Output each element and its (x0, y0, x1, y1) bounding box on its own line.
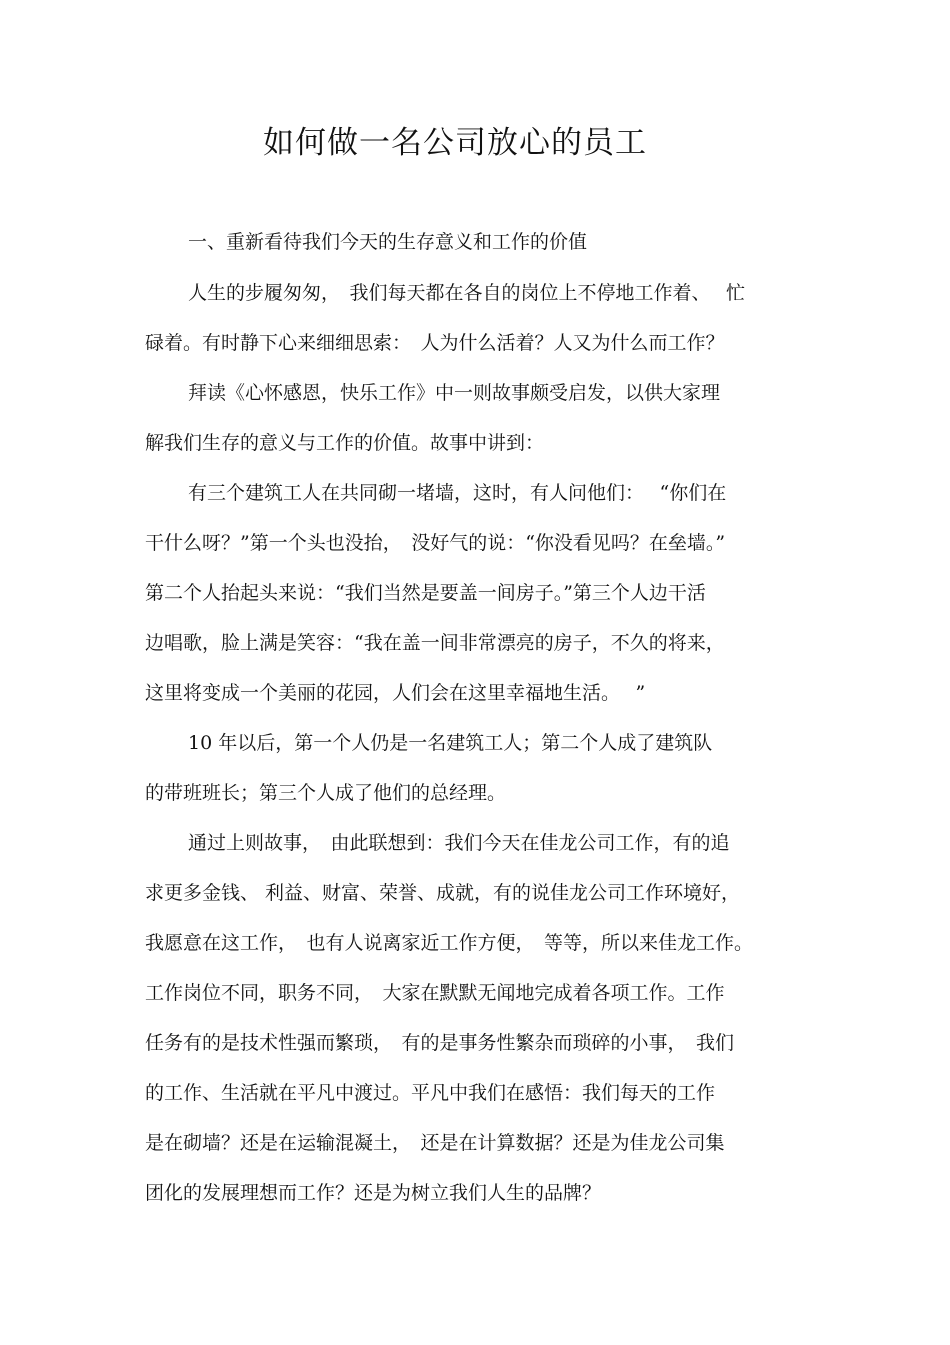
paragraph-line: 的带班班长；第三个人成了他们的总经理。 (145, 782, 507, 804)
paragraph-line: 通过上则故事， 由此联想到：我们今天在佳龙公司工作，有的追 (188, 832, 730, 854)
paragraph-line: 干什么呀？”第一个头也没抬， 没好气的说：“你没看见吗？在垒墙。” (145, 532, 726, 554)
paragraph-line: 碌着。有时静下心来细细思索： 人为什么活着？人又为什么而工作？ (145, 332, 725, 354)
paragraph-line: 团化的发展理想而工作？还是为树立我们人生的品牌？ (145, 1182, 602, 1204)
section-heading: 一、重新看待我们今天的生存意义和工作的价值 (188, 231, 588, 253)
paragraph-line: 我愿意在这工作， 也有人说离家近工作方便， 等等，所以来佳龙工作。 (145, 932, 754, 954)
paragraph-line: 工作岗位不同，职务不同， 大家在默默无闻地完成着各项工作。工作 (145, 982, 725, 1004)
paragraph-line: 这里将变成一个美丽的花园，人们会在这里幸福地生活。 ” (145, 682, 646, 704)
paragraph-line: 有三个建筑工人在共同砌一堵墙，这时，有人问他们： “你们在 (188, 482, 727, 504)
paragraph-line: 拜读《心怀感恩，快乐工作》中一则故事颇受启发，以供大家理 (188, 382, 721, 404)
paragraph-line: 10 年以后，第一个人仍是一名建筑工人；第二个人成了建筑队 (188, 732, 713, 754)
paragraph-line: 是在砌墙？还是在运输混凝土， 还是在计算数据？还是为佳龙公司集 (145, 1132, 725, 1154)
paragraph-line: 边唱歌，脸上满是笑容：“我在盖一间非常漂亮的房子，不久的将来， (145, 632, 725, 654)
paragraph-line: 解我们生存的意义与工作的价值。故事中讲到： (145, 432, 545, 454)
paragraph-line: 求更多金钱、 利益、财富、荣誉、成就，有的说佳龙公司工作环境好， (145, 882, 741, 904)
paragraph-line: 任务有的是技术性强而繁琐， 有的是事务性繁杂而琐碎的小事， 我们 (145, 1032, 735, 1054)
paragraph-line: 第二个人抬起头来说：“我们当然是要盖一间房子。”第三个人边干活 (145, 582, 706, 604)
paragraph-line: 的工作、生活就在平凡中渡过。平凡中我们在感悟：我们每天的工作 (145, 1082, 716, 1104)
paragraph-line: 人生的步履匆匆， 我们每天都在各自的岗位上不停地工作着、 忙 (188, 282, 746, 304)
document-title: 如何做一名公司放心的员工 (263, 125, 647, 161)
